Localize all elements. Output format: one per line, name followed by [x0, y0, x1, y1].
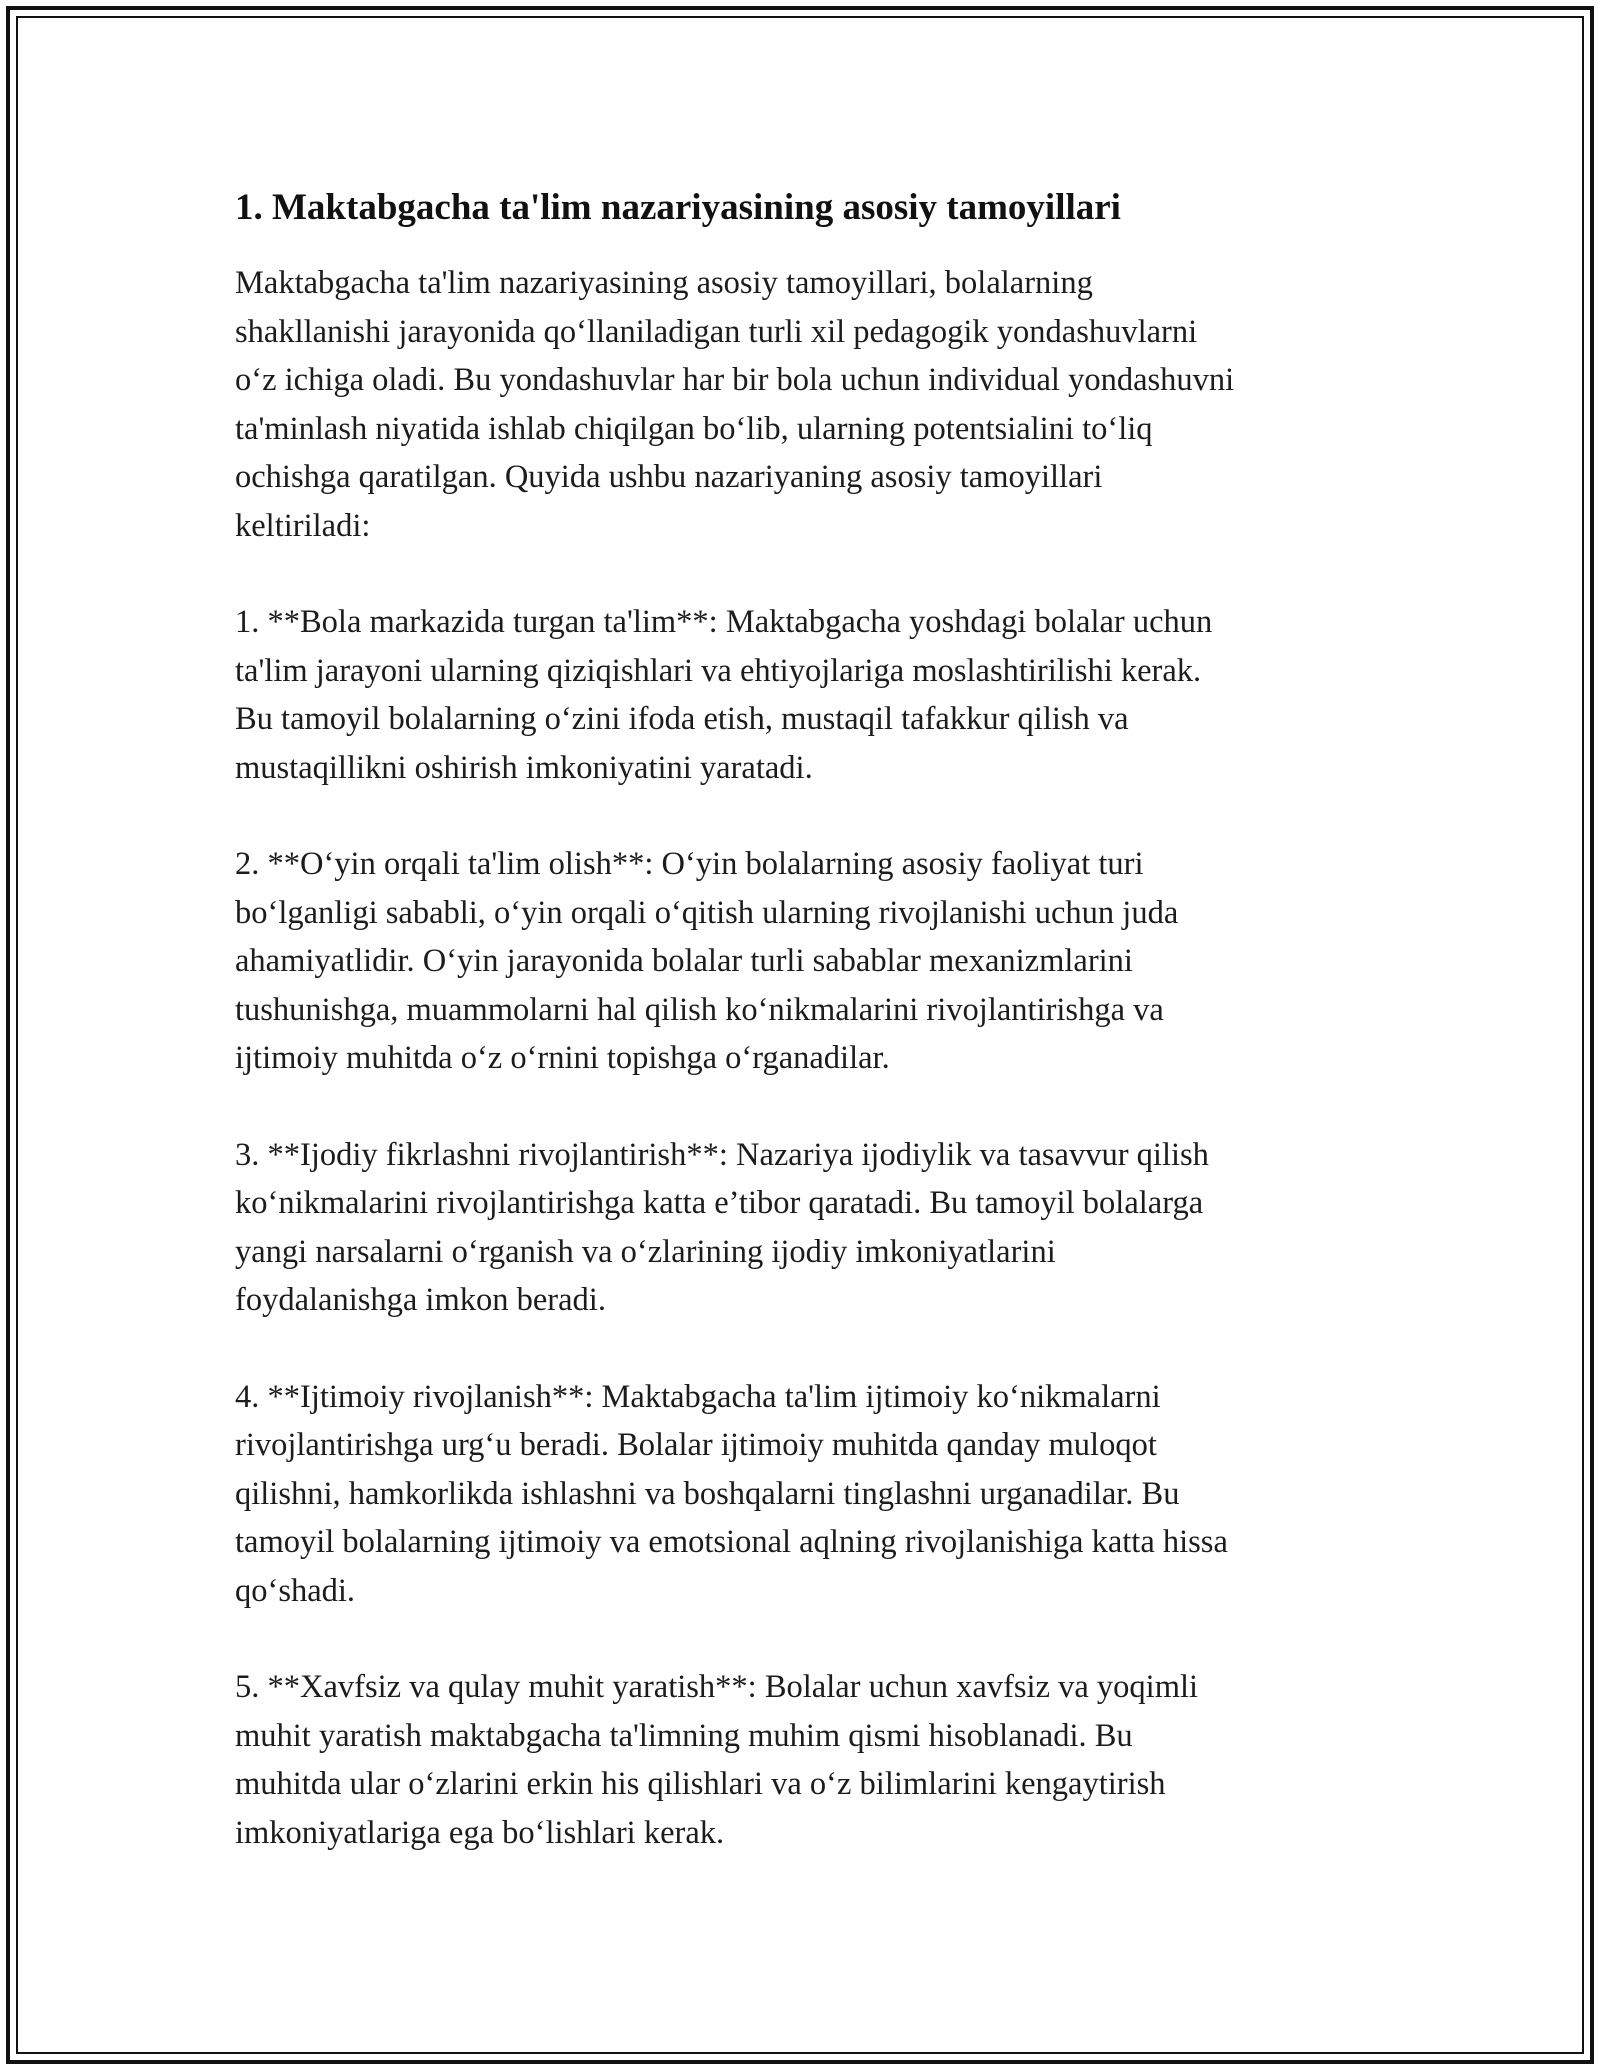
section-heading: 1. Maktabgacha ta'lim nazariyasining asosiy tamoyillari — [235, 187, 1121, 228]
principle-5-paragraph: 5. **Xavfsiz va qulay muhit yaratish**: Bolalar uchun xavfsiz va yoqimli muhit yaratish maktabgacha ta'limning muhim qismi hisoblanadi. Bu muhitda ular o‘zlarini erkin his qilishlari va o‘z bilimlarini kengaytirish imkoniyatlariga ega bo‘lishlari kerak. — [235, 1669, 1199, 1851]
principle-1-paragraph: 1. **Bola markazida turgan ta'lim**: Maktabgacha yoshdagi bolalar uchun ta'lim jarayoni ularning qiziqishlari va ehtiyojlariga moslashtirilishi kerak. Bu tamoyil bolalarning o‘zini ifoda etish, mustaqil tafakkur qilish va mustaqillikni oshirish imkoniyatini yaratadi. — [235, 604, 1213, 786]
principle-2-paragraph: 2. **O‘yin orqali ta'lim olish**: O‘yin bolalarning asosiy faoliyat turi bo‘lganligi sababli, o‘yin orqali o‘qitish ularning rivojlanishi uchun juda ahamiyatlidir. O‘yin jarayonida bolalar turli sabablar mexanizmlarini tushunishga, muammolarni hal qilish ko‘nikmalarini rivojlantirishga va ijtimoiy muhitda o‘z o‘rnini topishga o‘rganadilar. — [235, 846, 1179, 1076]
intro-paragraph: Maktabgacha ta'lim nazariyasining asosiy tamoyillari, bolalarning shakllanishi jarayonida qo‘llaniladigan turli xil pedagogik yondashuvlarni o‘z ichiga oladi. Bu yondashuvlar har bir bola uchun individual yondashuvni ta'minlash niyatida ishlab chiqilgan bo‘lib, ularning potentsialini to‘liq ochishga qaratilgan. Quyida ushbu nazariyaning asosiy tamoyillari keltiriladi: — [235, 265, 1235, 544]
document-body — [235, 183, 1370, 1905]
principle-3-paragraph: 3. **Ijodiy fikrlashni rivojlantirish**: Nazariya ijodiylik va tasavvur qilish ko‘nikmalarini rivojlantirishga katta e’tibor qaratadi. Bu tamoyil bolalarga yangi narsalarni o‘rganish va o‘zlarining ijodiy imkoniyatlarini foydalanishga imkon beradi. — [235, 1136, 1209, 1318]
principle-4-paragraph: 4. **Ijtimoiy rivojlanish**: Maktabgacha ta'lim ijtimoiy ko‘nikmalarni rivojlantirishga urg‘u beradi. Bolalar ijtimoiy muhitda qanday muloqot qilishni, hamkorlikda ishlashni va boshqalarni tinglashni urganadilar. Bu tamoyil bolalarning ijtimoiy va emotsional aqlning rivojlanishiga katta hissa qo‘shadi. — [235, 1378, 1228, 1609]
